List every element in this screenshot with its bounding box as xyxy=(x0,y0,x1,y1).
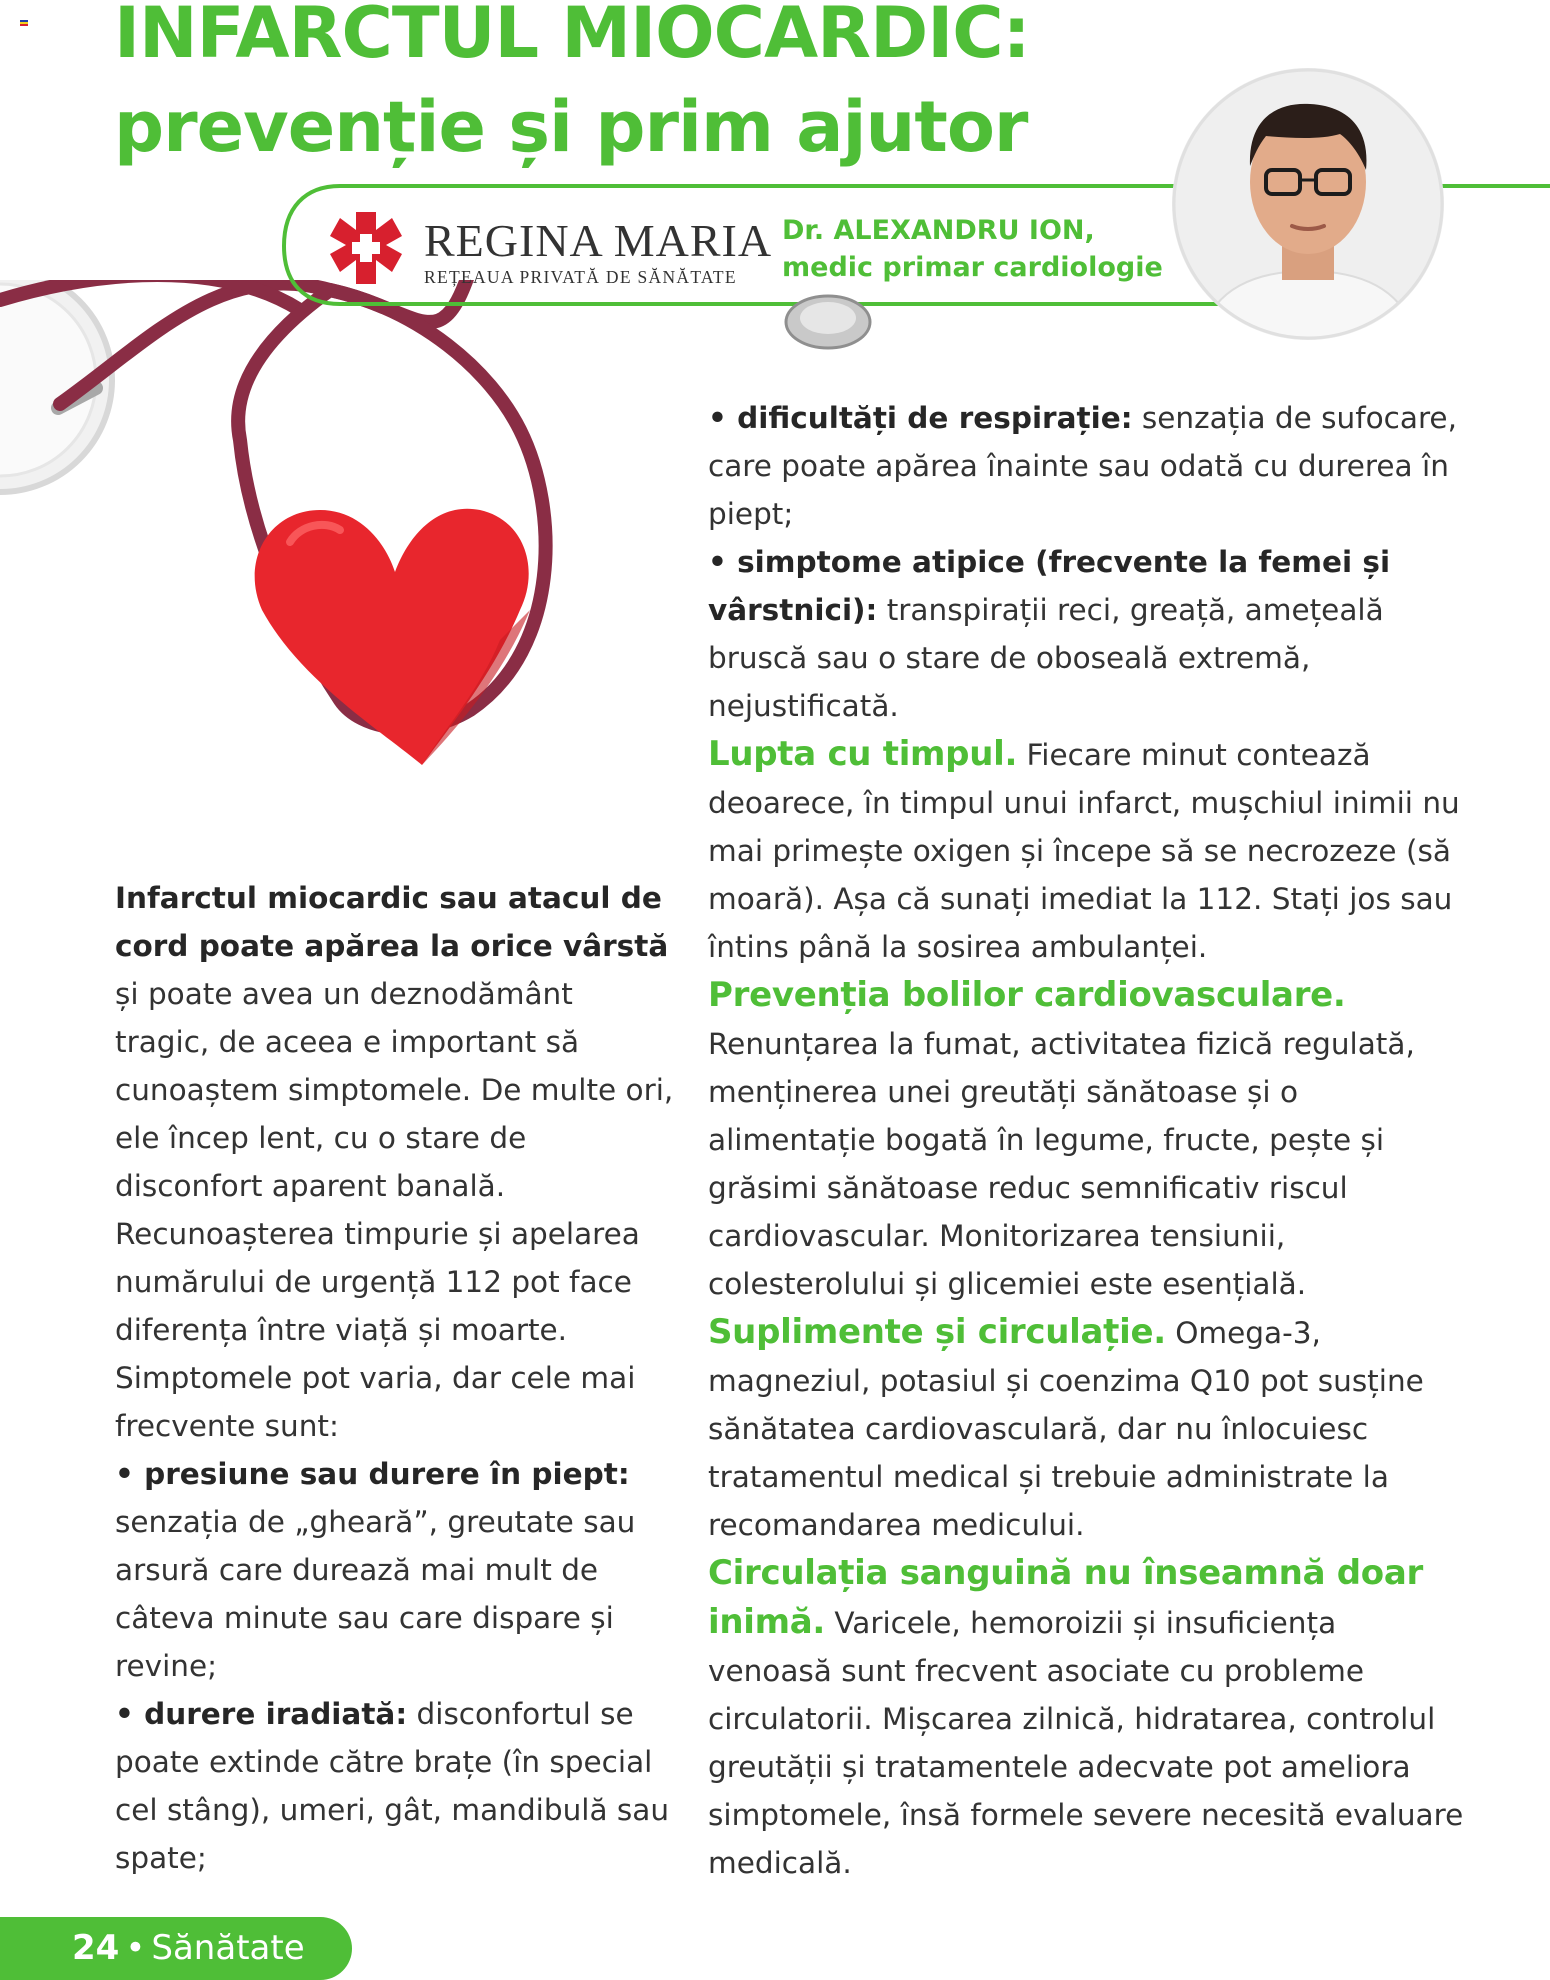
intro-lead: Infarctul miocardic sau atacul de cord poate apărea la orice vârstă xyxy=(115,881,669,963)
left-column xyxy=(115,874,675,1882)
stethoscope-heart-image xyxy=(0,280,640,840)
section-heading: Prevenția bolilor cardiovasculare. xyxy=(708,975,1346,1015)
doctor-portrait xyxy=(1170,66,1446,342)
symptom-text: senzația de sufocare, care poate apărea înainte sau odată cu durerea în piept; xyxy=(708,401,1457,531)
section-text: Omega-3, magneziul, potasiul și coenzima Q10 pot susține sănătatea cardiovasculară, dar nu înlocuiesc tratamentul medical și trebuie administrate la recomandarea medicului. xyxy=(708,1316,1424,1542)
brand-tagline: REȚEAUA PRIVATĂ DE SĂNĂTATE xyxy=(424,267,737,287)
symptom-label: • presiune sau durere în piept: xyxy=(115,1457,630,1491)
heart-icon xyxy=(255,509,529,765)
brand-name: REGINA MARIA xyxy=(424,215,773,266)
page-number: 24 xyxy=(72,1928,120,1968)
author-role: medic primar cardiologie xyxy=(782,252,1163,283)
page-footer xyxy=(0,1917,352,1980)
section-paragraph xyxy=(708,1549,1468,1887)
symptom-label: • dificultăți de respirație: xyxy=(708,401,1133,435)
title-line-2: prevenție și prim ajutor xyxy=(114,86,1028,168)
symptom-item xyxy=(115,1690,675,1882)
symptom-text: disconfortul se poate extinde către brațe (în special cel stâng), umeri, gât, mandibulă sau spate; xyxy=(115,1697,670,1875)
symptom-item xyxy=(115,1450,675,1690)
section-heading: Circulația sanguină nu înseamnă doar inimă. xyxy=(708,1553,1423,1642)
section-heading: Lupta cu timpul. xyxy=(708,734,1018,774)
section-text: Fiecare minut contează deoarece, în timpul unui infarct, mușchiul inimii nu mai primește oxigen și începe să se necrozeze (să moară). Așa că sunați imediat la 112. Stați jos sau întins până la sosirea ambulanței. xyxy=(708,738,1460,964)
symptom-text: senzația de „gheară”, greutate sau arsură care durează mai mult de câteva minute sau care dispare și revine; xyxy=(115,1505,636,1683)
section-paragraph xyxy=(708,971,1468,1308)
author-block xyxy=(782,212,1163,286)
section-text: Varicele, hemoroizii și insuficiența venoasă sunt frecvent asociate cu probleme circulatorii. Mișcarea zilnică, hidratarea, controlul greutății și tratamentele adecvate pot ameliora simptomele, însă formele severe necesită evaluare medicală. xyxy=(708,1606,1464,1880)
symptom-text: transpirații reci, greață, amețeală bruscă sau o stare de oboseală extremă, nejustificată. xyxy=(708,593,1384,723)
section-name: Sănătate xyxy=(151,1928,305,1968)
section-text: Renunțarea la fumat, activitatea fizică regulată, menținerea unei greutăți sănătoase și o alimentație bogată în legume, fructe, pește și grăsimi sănătoase reduc semnificativ riscul cardiovascular. Monitorizarea tensiunii, colesterolului și glicemiei este esențială. xyxy=(708,1027,1415,1301)
intro-text: și poate avea un deznodământ tragic, de aceea e important să cunoaștem simptomele. De multe ori, ele încep lent, cu o stare de disconfort aparent banală. Recunoașterea timpurie și apelarea numărului de urgență 112 pot face diferența între viață și moarte. Simptomele pot varia, dar cele mai frecvente sunt: xyxy=(115,977,674,1443)
symptom-item xyxy=(708,538,1468,730)
intro-paragraph xyxy=(115,874,675,1450)
symptom-item xyxy=(708,394,1468,538)
brand-logo xyxy=(424,215,773,288)
title-line-1: INFARCTUL MIOCARDIC: xyxy=(114,0,1030,74)
author-name: Dr. ALEXANDRU ION, xyxy=(782,215,1095,246)
symptom-label: • simptome atipice (frecvente la femei și vârstnici): xyxy=(708,545,1391,627)
section-heading: Suplimente și circulație. xyxy=(708,1312,1166,1352)
symptom-label: • durere iradiată: xyxy=(115,1697,408,1731)
section-paragraph xyxy=(708,1308,1468,1549)
regina-maria-logo-icon xyxy=(326,208,406,288)
footer-separator: • xyxy=(125,1928,146,1968)
section-paragraph xyxy=(708,730,1468,971)
right-column xyxy=(708,394,1468,1887)
